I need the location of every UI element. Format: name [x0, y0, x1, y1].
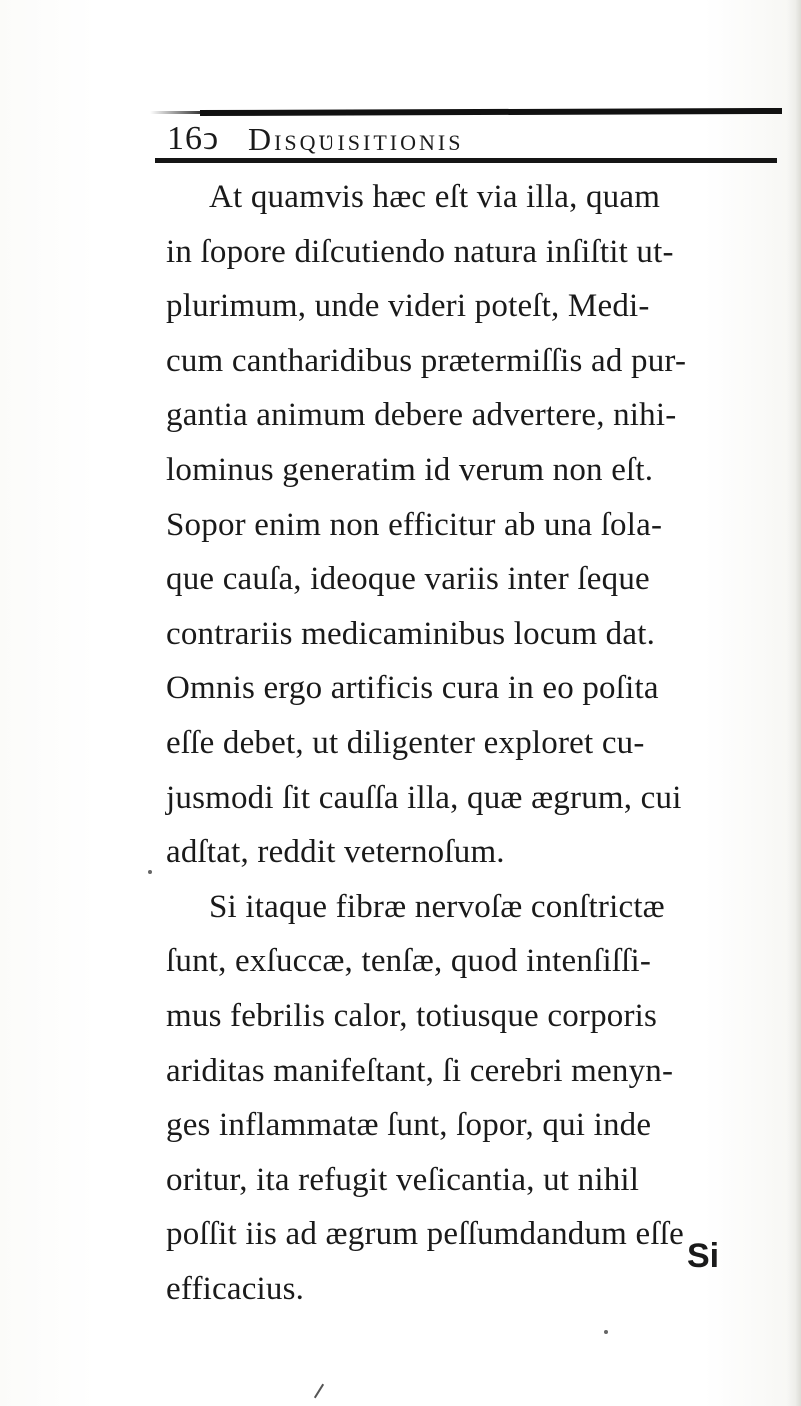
text-line: eſſe debet, ut diligenter exploret cu- — [166, 724, 645, 761]
text-line: jusmodi ſit cauſſa illa, quæ ægrum, cui — [166, 779, 682, 816]
ink-mark — [314, 1384, 324, 1399]
text-line: mus febrilis calor, totiusque corporis — [166, 997, 658, 1034]
text-line: lominus generatim id verum non eſt. — [166, 451, 654, 488]
text-line: ariditas manifeſtant, ſi cerebri menyn- — [166, 1052, 674, 1089]
running-head — [167, 118, 777, 160]
catchword: Si — [687, 1237, 720, 1275]
text-line: efficacius. — [166, 1270, 305, 1307]
text-line: poſſit iis ad ægrum peſſumdandum eſſe — [166, 1216, 684, 1253]
page-number: 16ↄ — [167, 120, 220, 157]
running-title: Disqʋisitionis — [248, 121, 464, 157]
text-line: plurimum, unde videri poteſt, Medi- — [166, 288, 650, 325]
text-line: oritur, ita refugit veſicantia, ut nihil — [166, 1161, 640, 1198]
text-line: ges inflammatæ ſunt, ſopor, qui inde — [166, 1107, 652, 1144]
text-line: in ſopore diſcutiendo natura inſiſtit ut- — [166, 233, 674, 270]
ink-speck — [604, 1330, 608, 1334]
text-line: que cauſa, ideoque variis inter ſeque — [166, 561, 650, 598]
ink-speck — [148, 870, 152, 874]
body-text — [166, 170, 791, 1316]
header-rule-bottom — [155, 158, 777, 163]
text-line: gantia animum debere advertere, nihi- — [166, 397, 677, 434]
text-line: Si itaque fibræ nervoſæ conſtrictæ — [209, 888, 665, 925]
header-rule-top — [200, 108, 782, 116]
text-line: At quamvis hæc eſt via illa, quam — [209, 179, 661, 215]
paragraph-1 — [166, 170, 791, 880]
text-line: adſtat, reddit veternoſum. — [166, 834, 505, 871]
text-line: ſunt, exſuccæ, tenſæ, quod intenſiſſi- — [166, 943, 652, 980]
text-line: cum cantharidibus prætermiſſis ad pur- — [166, 342, 687, 379]
text-line: Sopor enim non efficitur ab una ſola- — [166, 506, 663, 543]
text-line: Omnis ergo artificis cura in eo poſita — [166, 670, 659, 707]
text-line: contrariis medicaminibus locum dat. — [166, 615, 656, 652]
